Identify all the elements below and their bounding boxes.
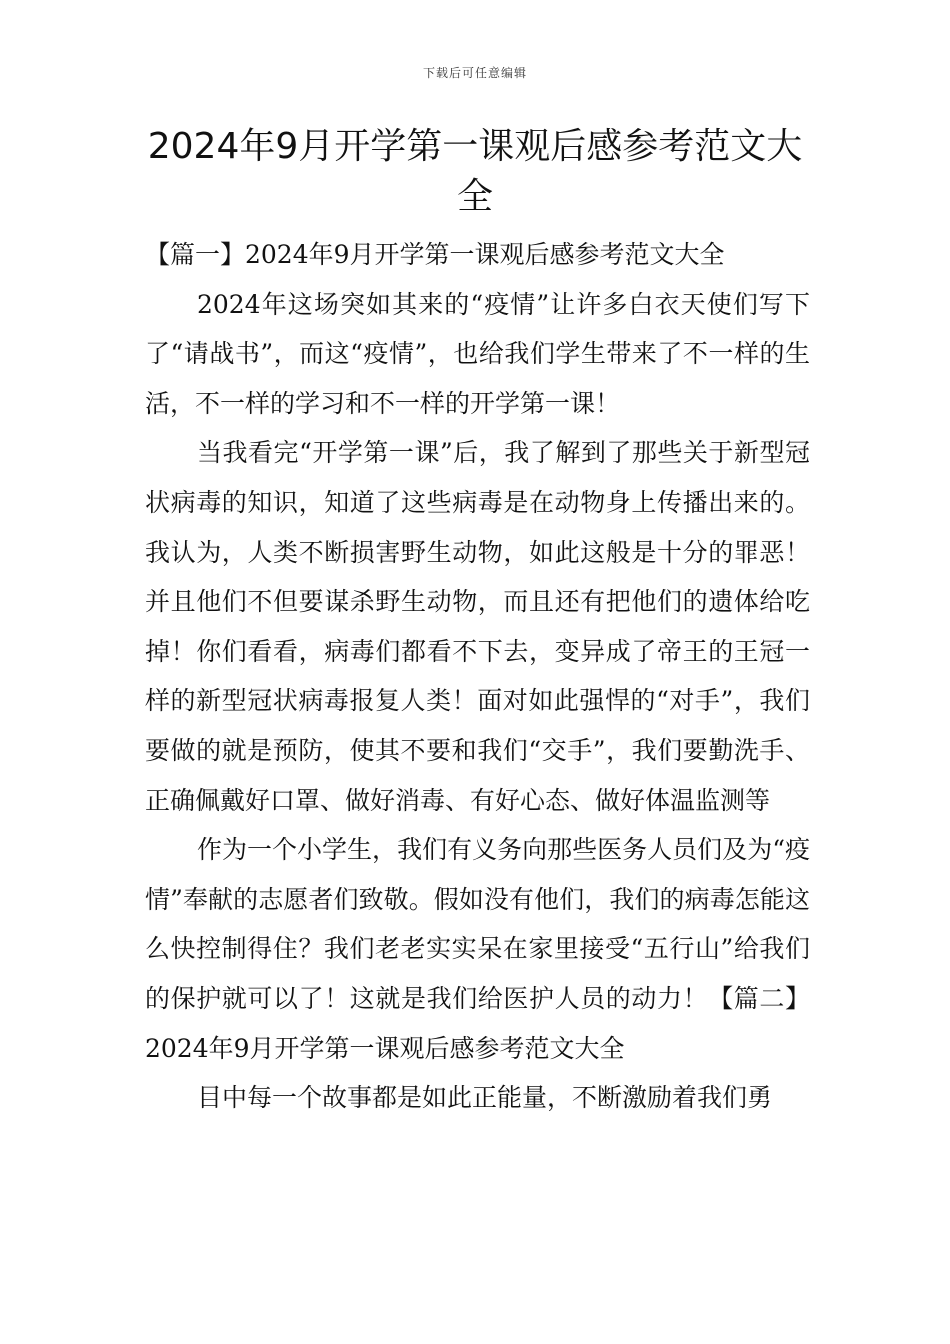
paragraph: 当我看完“开学第一课”后，我了解到了那些关于新型冠状病毒的知识，知道了这些病毒是在动物身上传播出来的。我认为，人类不断损害野生动物，如此这般是十分的罪恶！并且他们不但要谋杀野生动物，而且还有把他们的遗体给吃掉！你们看看，病毒们都看不下去，变异成了帝王的王冠一样的新型冠状病毒报复人类！面对如此强悍的“对手”，我们要做的就是预防，使其不要和我们“交手”，我们要勤洗手、正确佩戴好口罩、做好消毒、有好心态、做好体温监测等 [145, 438, 810, 815]
paragraph: 作为一个小学生，我们有义务向那些医务人员们及为“疫情”奉献的志愿者们致敬。假如没有他们，我们的病毒怎能这么快控制得住？我们老老实实呆在家里接受“五行山”给我们的保护就可以了！这就是我们给医护人员的动力！【篇二】2024年9月开学第一课观后感参考范文大全 [145, 835, 810, 1063]
header-note: 下载后可任意编辑 [422, 66, 527, 80]
document-body [145, 230, 810, 1123]
section-heading: 【篇一】2024年9月开学第一课观后感参考范文大全 [145, 240, 725, 269]
paragraph: 2024年这场突如其来的“疫情”让许多白衣天使们写下了“请战书”，而这“疫情”，也给我们学生带来了不一样的生活，不一样的学习和不一样的开学第一课！ [145, 289, 810, 418]
paragraph: 目中每一个故事都是如此正能量，不断激励着我们勇 [197, 1083, 773, 1113]
document-title: 2024年9月开学第一课观后感参考范文大全 [147, 126, 803, 217]
